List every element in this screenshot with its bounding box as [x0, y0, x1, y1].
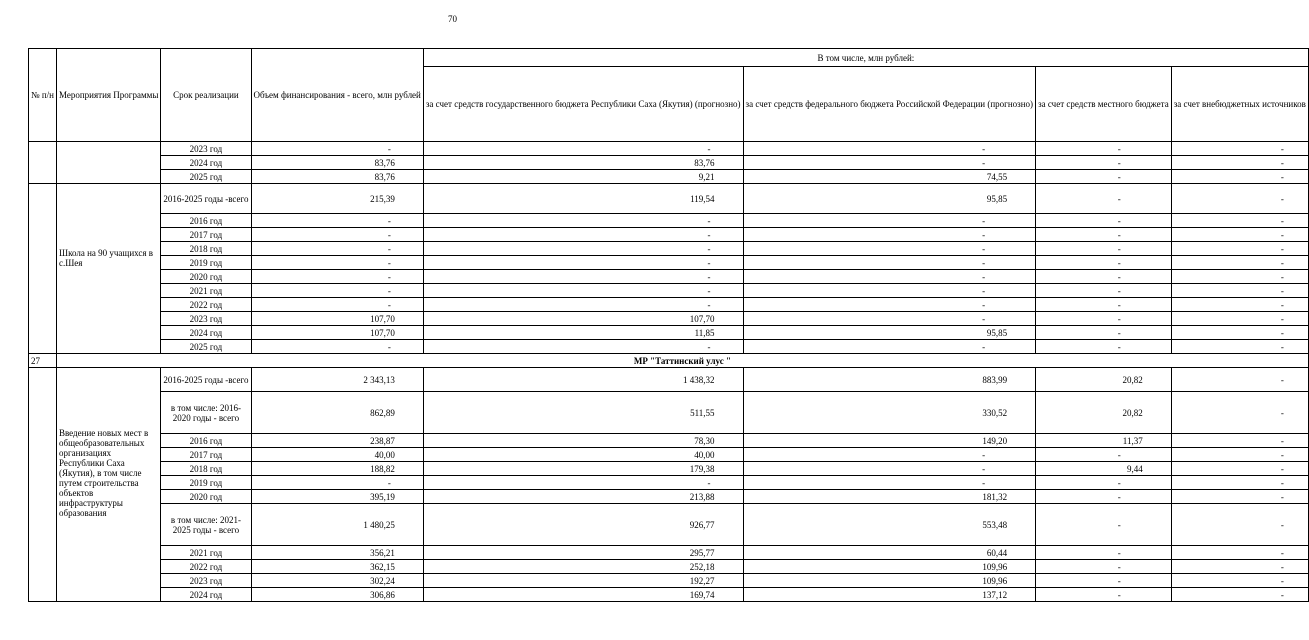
extra-cell: - [1171, 312, 1308, 326]
extra-cell: - [1171, 434, 1308, 448]
local-cell: - [1036, 326, 1172, 340]
regional-cell: 295,77 [423, 546, 743, 560]
table-row [29, 368, 1309, 392]
total-cell: 40,00 [251, 448, 423, 462]
local-cell: - [1036, 256, 1172, 270]
total-cell: 238,87 [251, 434, 423, 448]
federal-cell: - [743, 298, 1036, 312]
total-cell: 395,19 [251, 490, 423, 504]
extra-cell: - [1171, 504, 1308, 546]
local-cell: - [1036, 574, 1172, 588]
row-number [29, 142, 57, 184]
header-total: Объем финансирования - всего, млн рублей [251, 49, 423, 142]
extra-cell: - [1171, 184, 1308, 214]
period-cell: 2020 год [161, 490, 251, 504]
period-cell: 2016-2025 годы -всего [161, 368, 251, 392]
federal-cell: - [743, 156, 1036, 170]
table-row [29, 434, 1309, 448]
extra-cell: - [1171, 284, 1308, 298]
local-cell: - [1036, 448, 1172, 462]
regional-cell: 107,70 [423, 312, 743, 326]
header-federal: за счет средств федерального бюджета Российской Федерации (прогнозно) [743, 67, 1036, 142]
local-cell: - [1036, 214, 1172, 228]
federal-cell: 181,32 [743, 490, 1036, 504]
period-cell: 2019 год [161, 256, 251, 270]
table-row [29, 242, 1309, 256]
table-row [29, 184, 1309, 214]
table-row [29, 448, 1309, 462]
federal-cell: - [743, 270, 1036, 284]
regional-cell: - [423, 256, 743, 270]
regional-cell: 213,88 [423, 490, 743, 504]
period-cell: 2017 год [161, 448, 251, 462]
section-number: 27 [29, 354, 57, 368]
table-row [29, 476, 1309, 490]
extra-cell: - [1171, 340, 1308, 354]
federal-cell: - [743, 284, 1036, 298]
federal-cell: 60,44 [743, 546, 1036, 560]
extra-cell: - [1171, 574, 1308, 588]
regional-cell: 252,18 [423, 560, 743, 574]
regional-cell: - [423, 242, 743, 256]
total-cell: 83,76 [251, 170, 423, 184]
period-cell: 2024 год [161, 156, 251, 170]
header-period: Срок реализации [161, 49, 251, 142]
page-number: 70 [448, 14, 457, 24]
local-cell: - [1036, 340, 1172, 354]
total-cell: 188,82 [251, 462, 423, 476]
period-cell: 2023 год [161, 142, 251, 156]
extra-cell: - [1171, 588, 1308, 602]
total-cell: 107,70 [251, 312, 423, 326]
local-cell: - [1036, 270, 1172, 284]
total-cell: - [251, 284, 423, 298]
table-row [29, 142, 1309, 156]
period-cell: 2016-2025 годы -всего [161, 184, 251, 214]
total-cell: - [251, 228, 423, 242]
extra-cell: - [1171, 448, 1308, 462]
federal-cell: - [743, 142, 1036, 156]
federal-cell: 74,55 [743, 170, 1036, 184]
row-number [29, 368, 57, 602]
total-cell: 362,15 [251, 560, 423, 574]
period-cell: 2019 год [161, 476, 251, 490]
federal-cell: 553,48 [743, 504, 1036, 546]
header-local: за счет средств местного бюджета [1036, 67, 1172, 142]
total-cell: 215,39 [251, 184, 423, 214]
federal-cell: - [743, 214, 1036, 228]
local-cell: - [1036, 242, 1172, 256]
period-cell: в том числе: 2016-2020 годы - всего [161, 392, 251, 434]
regional-cell: 11,85 [423, 326, 743, 340]
federal-cell: - [743, 312, 1036, 326]
extra-cell: - [1171, 368, 1308, 392]
federal-cell: 109,96 [743, 574, 1036, 588]
local-cell: - [1036, 560, 1172, 574]
regional-cell: - [423, 476, 743, 490]
total-cell: - [251, 298, 423, 312]
extra-cell: - [1171, 490, 1308, 504]
federal-cell: - [743, 462, 1036, 476]
table-row [29, 340, 1309, 354]
total-cell: - [251, 256, 423, 270]
regional-cell: 78,30 [423, 434, 743, 448]
local-cell: - [1036, 504, 1172, 546]
period-cell: в том числе: 2021-2025 годы - всего [161, 504, 251, 546]
federal-cell: - [743, 256, 1036, 270]
federal-cell: 109,96 [743, 560, 1036, 574]
extra-cell: - [1171, 170, 1308, 184]
regional-cell: 40,00 [423, 448, 743, 462]
period-cell: 2021 год [161, 284, 251, 298]
total-cell: 862,89 [251, 392, 423, 434]
regional-cell: - [423, 270, 743, 284]
total-cell: 107,70 [251, 326, 423, 340]
regional-cell: 83,76 [423, 156, 743, 170]
table-row [29, 326, 1309, 340]
total-cell: 1 480,25 [251, 504, 423, 546]
section-title: МР "Таттинский улус " [56, 354, 1308, 368]
total-cell: 83,76 [251, 156, 423, 170]
table-row [29, 214, 1309, 228]
section-row [29, 354, 1309, 368]
regional-cell: 511,55 [423, 392, 743, 434]
total-cell: 356,21 [251, 546, 423, 560]
local-cell: - [1036, 156, 1172, 170]
total-cell: - [251, 340, 423, 354]
table-row [29, 170, 1309, 184]
total-cell: 302,24 [251, 574, 423, 588]
header-including: В том числе, млн рублей: [423, 49, 1308, 67]
activity-name: Школа на 90 учащихся в с.Шея [56, 184, 160, 354]
regional-cell: - [423, 284, 743, 298]
local-cell: - [1036, 142, 1172, 156]
period-cell: 2022 год [161, 298, 251, 312]
extra-cell: - [1171, 326, 1308, 340]
header-no: № п/н [29, 49, 57, 142]
period-cell: 2023 год [161, 574, 251, 588]
total-cell: - [251, 242, 423, 256]
local-cell: 20,82 [1036, 368, 1172, 392]
federal-cell: 95,85 [743, 184, 1036, 214]
federal-cell: - [743, 242, 1036, 256]
table-row [29, 462, 1309, 476]
table-row [29, 270, 1309, 284]
regional-cell: 169,74 [423, 588, 743, 602]
local-cell: - [1036, 228, 1172, 242]
period-cell: 2020 год [161, 270, 251, 284]
total-cell: 306,86 [251, 588, 423, 602]
period-cell: 2025 год [161, 340, 251, 354]
federal-cell: 137,12 [743, 588, 1036, 602]
table-row [29, 560, 1309, 574]
regional-cell: 926,77 [423, 504, 743, 546]
table-row [29, 298, 1309, 312]
local-cell: - [1036, 184, 1172, 214]
local-cell: - [1036, 588, 1172, 602]
federal-cell: 95,85 [743, 326, 1036, 340]
local-cell: - [1036, 298, 1172, 312]
table-row [29, 312, 1309, 326]
table-row [29, 574, 1309, 588]
extra-cell: - [1171, 256, 1308, 270]
table-row [29, 156, 1309, 170]
table-row [29, 546, 1309, 560]
extra-cell: - [1171, 560, 1308, 574]
federal-cell: - [743, 448, 1036, 462]
extra-cell: - [1171, 228, 1308, 242]
regional-cell: 1 438,32 [423, 368, 743, 392]
regional-cell: - [423, 228, 743, 242]
local-cell: - [1036, 170, 1172, 184]
period-cell: 2025 год [161, 170, 251, 184]
table-row [29, 392, 1309, 434]
extra-cell: - [1171, 476, 1308, 490]
period-cell: 2016 год [161, 214, 251, 228]
local-cell: - [1036, 312, 1172, 326]
federal-cell: - [743, 476, 1036, 490]
local-cell: 9,44 [1036, 462, 1172, 476]
regional-cell: - [423, 340, 743, 354]
total-cell: 2 343,13 [251, 368, 423, 392]
local-cell: - [1036, 490, 1172, 504]
extra-cell: - [1171, 142, 1308, 156]
table-row [29, 588, 1309, 602]
extra-cell: - [1171, 462, 1308, 476]
period-cell: 2022 год [161, 560, 251, 574]
table-row [29, 504, 1309, 546]
regional-cell: 119,54 [423, 184, 743, 214]
regional-cell: - [423, 298, 743, 312]
table-row [29, 256, 1309, 270]
regional-cell: 9,21 [423, 170, 743, 184]
regional-cell: 179,38 [423, 462, 743, 476]
local-cell: 20,82 [1036, 392, 1172, 434]
period-cell: 2024 год [161, 588, 251, 602]
extra-cell: - [1171, 392, 1308, 434]
total-cell: - [251, 476, 423, 490]
federal-cell: 330,52 [743, 392, 1036, 434]
extra-cell: - [1171, 214, 1308, 228]
header-activity: Мероприятия Программы [56, 49, 160, 142]
local-cell: 11,37 [1036, 434, 1172, 448]
row-number [29, 184, 57, 354]
extra-cell: - [1171, 546, 1308, 560]
table-row [29, 490, 1309, 504]
activity-name: Введение новых мест в общеобразовательных организациях Республики Саха (Якутия), в том числе путем строительства объектов инфраструктуры образования [56, 368, 160, 602]
regional-cell: - [423, 214, 743, 228]
total-cell: - [251, 214, 423, 228]
federal-cell: - [743, 340, 1036, 354]
financing-table [28, 48, 1309, 602]
activity-name [56, 142, 160, 184]
extra-cell: - [1171, 242, 1308, 256]
total-cell: - [251, 142, 423, 156]
total-cell: - [251, 270, 423, 284]
header-regional: за счет средств государственного бюджета Республики Саха (Якутия) (прогнозно) [423, 67, 743, 142]
local-cell: - [1036, 476, 1172, 490]
extra-cell: - [1171, 270, 1308, 284]
period-cell: 2024 год [161, 326, 251, 340]
regional-cell: - [423, 142, 743, 156]
local-cell: - [1036, 284, 1172, 298]
period-cell: 2017 год [161, 228, 251, 242]
local-cell: - [1036, 546, 1172, 560]
period-cell: 2016 год [161, 434, 251, 448]
period-cell: 2023 год [161, 312, 251, 326]
period-cell: 2018 год [161, 462, 251, 476]
federal-cell: - [743, 228, 1036, 242]
federal-cell: 883,99 [743, 368, 1036, 392]
table-row [29, 228, 1309, 242]
extra-cell: - [1171, 156, 1308, 170]
table-row [29, 284, 1309, 298]
federal-cell: 149,20 [743, 434, 1036, 448]
header-extra: за счет внебюджетных источников [1171, 67, 1308, 142]
period-cell: 2021 год [161, 546, 251, 560]
extra-cell: - [1171, 298, 1308, 312]
regional-cell: 192,27 [423, 574, 743, 588]
period-cell: 2018 год [161, 242, 251, 256]
